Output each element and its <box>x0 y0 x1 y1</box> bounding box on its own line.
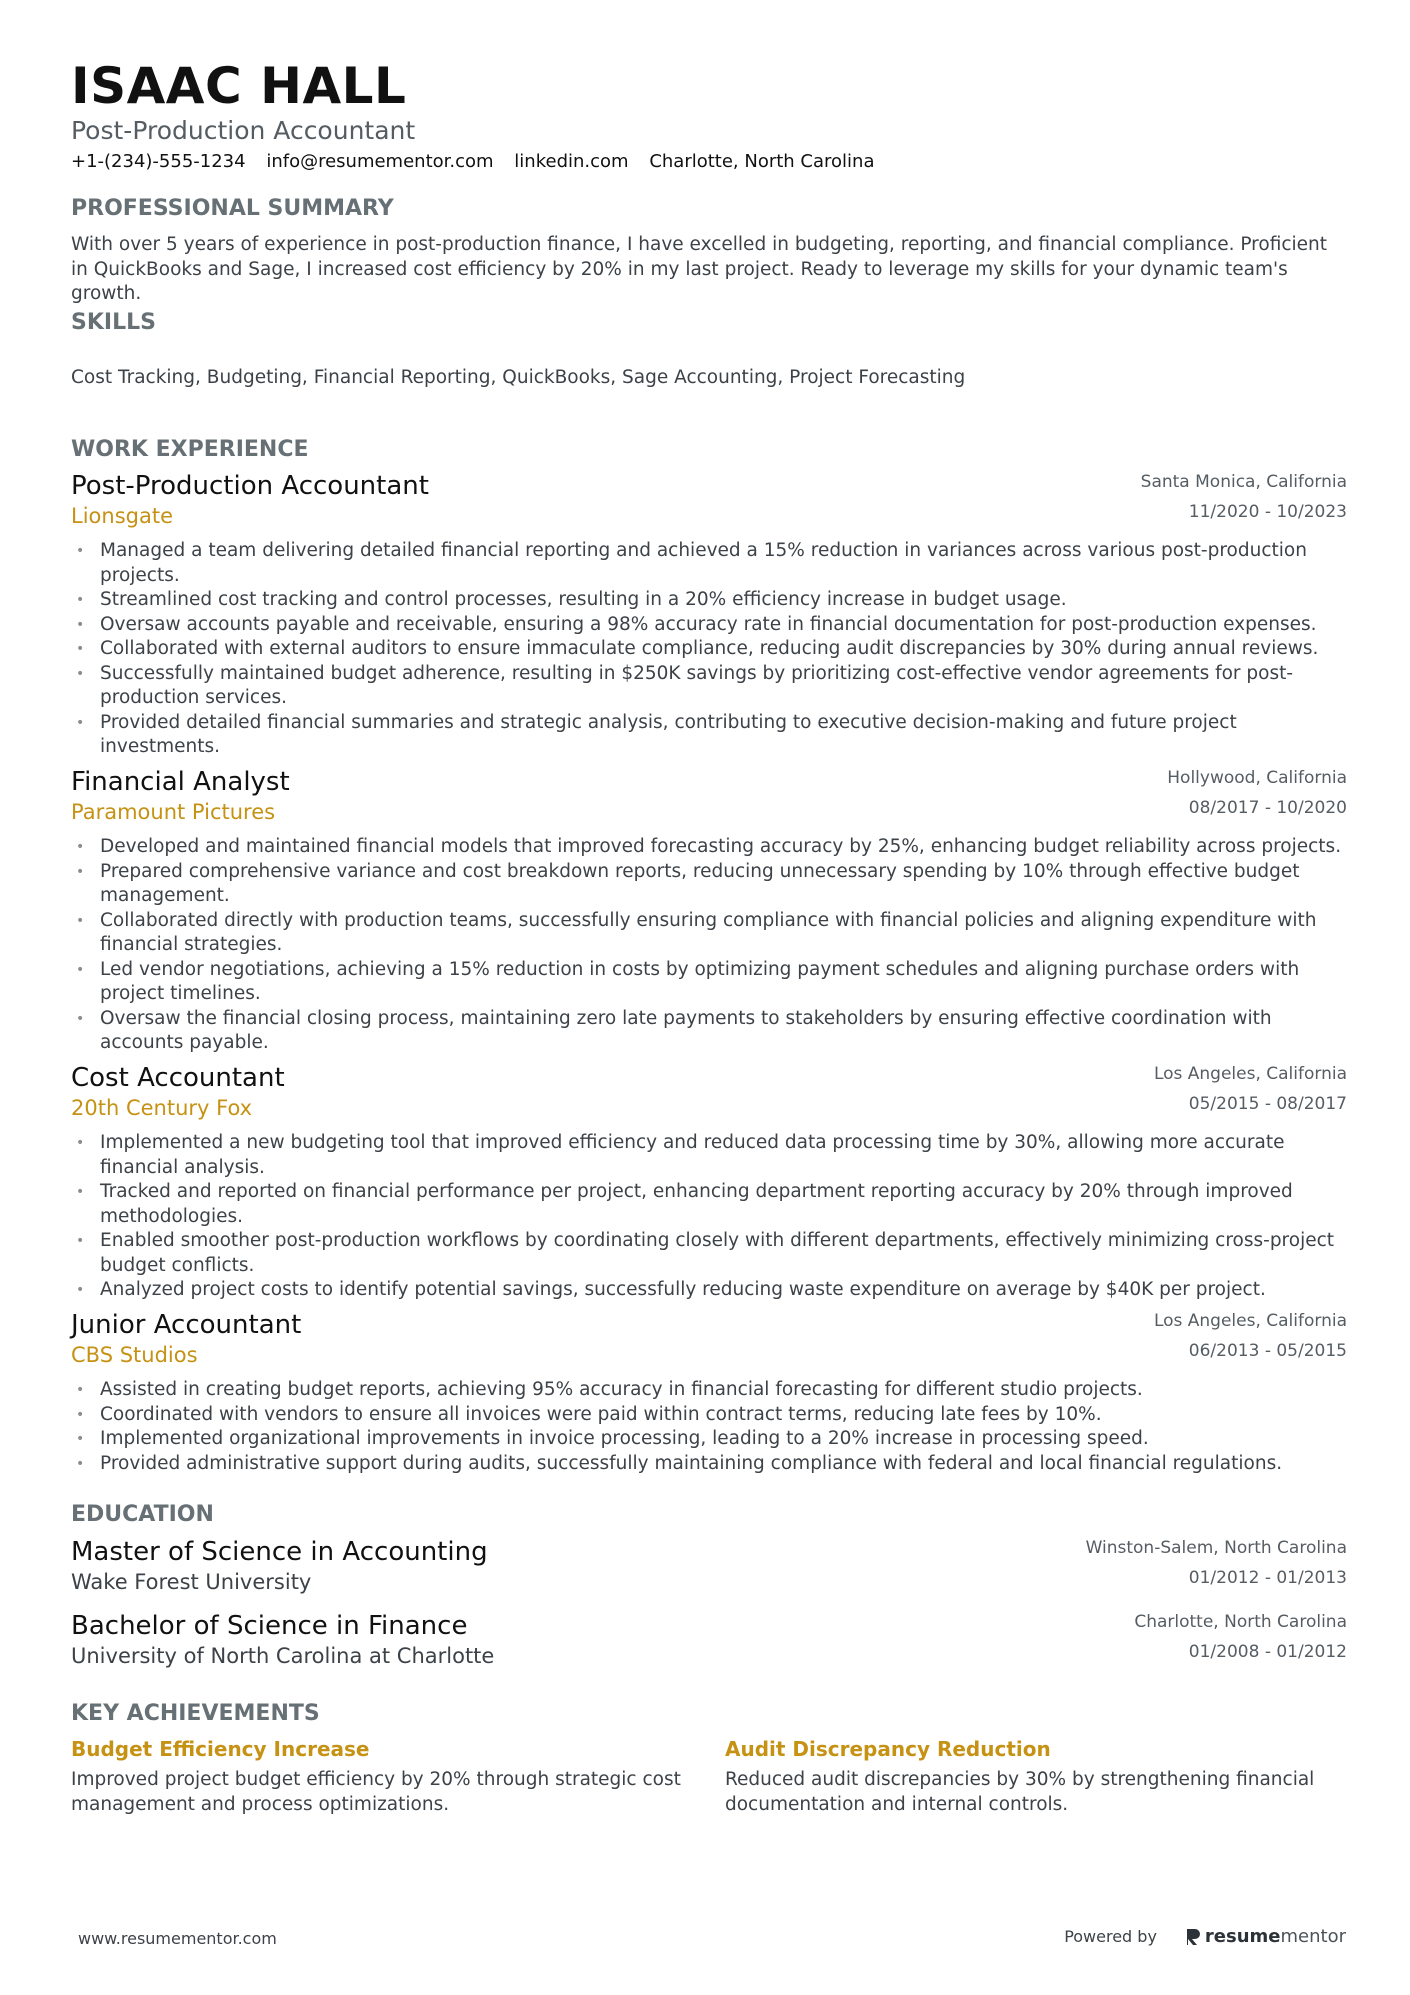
bullet-icon: • <box>76 1010 85 1027</box>
job-entry <box>71 1308 1347 1476</box>
candidate-name: ISAAC HALL <box>71 57 407 115</box>
job-bullets <box>71 539 1347 760</box>
skills-heading: SKILLS <box>71 310 156 335</box>
powered-by-label: Powered by <box>1064 1927 1157 1946</box>
job-bullet: • Tracked and reported on financial performance per project, enhancing department reporting accuracy by 20% through improved methodologies. <box>76 1181 1293 1227</box>
achievement-description: Improved project budget efficiency by 20% through strategic cost management and process optimizations. <box>71 1769 681 1815</box>
bullet-icon: • <box>76 714 85 731</box>
job-title: Financial Analyst <box>71 767 290 797</box>
job-entry <box>71 1061 1347 1303</box>
job-bullet: • Oversaw the financial closing process, maintaining zero late payments to stakeholders by ensuring effective coordination with accounts payable. <box>76 1007 1272 1053</box>
job-title: Cost Accountant <box>71 1063 285 1093</box>
job-location: Los Angeles, California <box>1153 1064 1347 1084</box>
job-bullet: • Implemented a new budgeting tool that improved efficiency and reduced data processing time by 30%, allowing more accurate financial analysis. <box>76 1132 1285 1178</box>
bullet-icon: • <box>76 665 85 682</box>
education-school: Wake Forest University <box>71 1570 312 1594</box>
education-entry <box>71 1609 1347 1671</box>
experience-heading: WORK EXPERIENCE <box>71 437 309 462</box>
job-company: CBS Studios <box>71 1343 198 1367</box>
contact-location: Charlotte, North Carolina <box>649 151 875 172</box>
achievements-heading: KEY ACHIEVEMENTS <box>71 1701 320 1726</box>
job-location: Hollywood, California <box>1167 768 1347 788</box>
education-dates: 01/2008 - 01/2012 <box>1188 1642 1347 1662</box>
bullet-icon: • <box>76 641 85 657</box>
job-bullet: • Managed a team delivering detailed financial reporting and achieved a 15% reduction in variances across various post-production projects. <box>76 540 1307 586</box>
bullet-icon: • <box>76 1135 85 1151</box>
job-bullets <box>71 1131 1347 1303</box>
resumementor-logo-icon <box>1185 1928 1201 1946</box>
education-degree: Bachelor of Science in Finance <box>71 1611 468 1641</box>
job-bullet: • Successfully maintained budget adherence, resulting in $250K savings by prioritizing cost-effective vendor agreements for post-production services. <box>76 662 1294 708</box>
brand-logo[interactable] <box>1185 1926 1346 1947</box>
education-degree: Master of Science in Accounting <box>71 1537 488 1567</box>
job-dates: 06/2013 - 05/2015 <box>1188 1341 1347 1361</box>
skills-text: Cost Tracking, Budgeting, Financial Reporting, QuickBooks, Sage Accounting, Project Forecasting <box>71 367 966 388</box>
brand-light: mentor <box>1280 1926 1346 1947</box>
job-bullet: • Collaborated with external auditors to ensure immaculate compliance, reducing audit discrepancies by 30% during annual reviews. <box>71 637 1347 662</box>
job-location: Los Angeles, California <box>1153 1311 1347 1331</box>
job-bullet: • Provided administrative support during audits, successfully maintaining compliance with federal and local financial regulations. <box>71 1452 1347 1477</box>
job-bullet: • Prepared comprehensive variance and cost breakdown reports, reducing unnecessary spending by 10% through effective budget management. <box>76 860 1300 906</box>
bullet-icon: • <box>76 543 85 559</box>
job-bullet: • Enabled smoother post-production workflows by coordinating closely with different departments, effectively minimizing cross-project budget conflicts. <box>76 1230 1335 1276</box>
contact-email[interactable]: info@resumementor.com <box>266 151 494 172</box>
footer-branding <box>1064 1926 1346 1947</box>
contact-phone: +1-(234)-555-1234 <box>71 151 246 172</box>
job-title: Post-Production Accountant <box>71 471 429 501</box>
summary-heading: PROFESSIONAL SUMMARY <box>71 196 394 221</box>
education-location: Charlotte, North Carolina <box>1134 1612 1347 1632</box>
bullet-icon: • <box>76 1455 85 1472</box>
job-dates: 05/2015 - 08/2017 <box>1188 1094 1347 1114</box>
education-entry <box>71 1535 1347 1597</box>
job-bullet: • Analyzed project costs to identify potential savings, successfully reducing waste expenditure on average by $40K per project. <box>71 1278 1347 1303</box>
achievement-description: Reduced audit discrepancies by 30% by strengthening financial documentation and internal controls. <box>725 1769 1315 1815</box>
achievement-title: Budget Efficiency Increase <box>71 1737 370 1761</box>
job-dates: 08/2017 - 10/2020 <box>1188 798 1347 818</box>
bullet-icon: • <box>76 1184 85 1200</box>
brand-bold: resume <box>1204 1926 1281 1947</box>
bullet-icon: • <box>76 961 85 978</box>
bullet-icon: • <box>76 863 85 880</box>
bullet-icon: • <box>76 1431 85 1447</box>
bullet-icon: • <box>76 592 85 608</box>
job-company: Paramount Pictures <box>71 800 276 824</box>
job-bullet: • Collaborated directly with production teams, successfully ensuring compliance with financial policies and aligning expenditure with financial strategies. <box>76 909 1317 955</box>
job-bullet: • Developed and maintained financial models that improved forecasting accuracy by 25%, enhancing budget reliability across projects. <box>71 835 1347 860</box>
education-location: Winston-Salem, North Carolina <box>1085 1538 1347 1558</box>
bullet-icon: • <box>76 616 85 633</box>
job-dates: 11/2020 - 10/2023 <box>1188 502 1347 522</box>
job-entry <box>71 469 1347 760</box>
job-bullet: • Implemented organizational improvements in invoice processing, leading to a 20% increase in processing speed. <box>71 1427 1347 1452</box>
achievement-item <box>725 1735 1345 1817</box>
job-bullets <box>71 1378 1347 1476</box>
job-company: Lionsgate <box>71 504 173 528</box>
bullet-icon: • <box>76 1406 85 1423</box>
education-heading: EDUCATION <box>71 1502 214 1527</box>
bullet-icon: • <box>76 1233 85 1249</box>
bullet-icon: • <box>76 1382 85 1398</box>
job-bullet: • Coordinated with vendors to ensure all invoices were paid within contract terms, reducing late fees by 10%. <box>71 1403 1347 1428</box>
job-bullet: • Assisted in creating budget reports, achieving 95% accuracy in financial forecasting for different studio projects. <box>71 1378 1347 1403</box>
achievement-title: Audit Discrepancy Reduction <box>725 1737 1051 1761</box>
education-school: University of North Carolina at Charlotte <box>71 1644 495 1668</box>
job-bullet: • Streamlined cost tracking and control processes, resulting in a 20% efficiency increase in budget usage. <box>71 588 1347 613</box>
candidate-title: Post-Production Accountant <box>71 116 416 145</box>
achievement-item <box>71 1735 691 1817</box>
job-bullet: • Led vendor negotiations, achieving a 15% reduction in costs by optimizing payment schedules and aligning purchase orders with project timelines. <box>76 958 1300 1004</box>
bullet-icon: • <box>76 1282 85 1298</box>
job-bullets <box>71 835 1347 1056</box>
summary-text: With over 5 years of experience in post-production finance, I have excelled in budgeting, reporting, and financial compliance. Proficient in QuickBooks and Sage, I increased cost efficiency by 20% in my last project. Ready to leverage my skills for your dynamic team's growth. <box>71 234 1328 304</box>
job-entry <box>71 765 1347 1056</box>
job-title: Junior Accountant <box>71 1310 302 1340</box>
footer-website[interactable]: www.resumementor.com <box>78 1929 277 1948</box>
education-dates: 01/2012 - 01/2013 <box>1188 1568 1347 1588</box>
job-location: Santa Monica, California <box>1140 472 1347 492</box>
contact-line <box>71 150 890 174</box>
bullet-icon: • <box>76 912 85 929</box>
bullet-icon: • <box>76 839 85 855</box>
job-company: 20th Century Fox <box>71 1096 253 1120</box>
job-bullet: • Provided detailed financial summaries and strategic analysis, contributing to executive decision-making and future project investments. <box>76 711 1237 757</box>
job-bullet: • Oversaw accounts payable and receivable, ensuring a 98% accuracy rate in financial documentation for post-production expenses. <box>71 613 1347 638</box>
contact-linkedin[interactable]: linkedin.com <box>514 151 629 172</box>
